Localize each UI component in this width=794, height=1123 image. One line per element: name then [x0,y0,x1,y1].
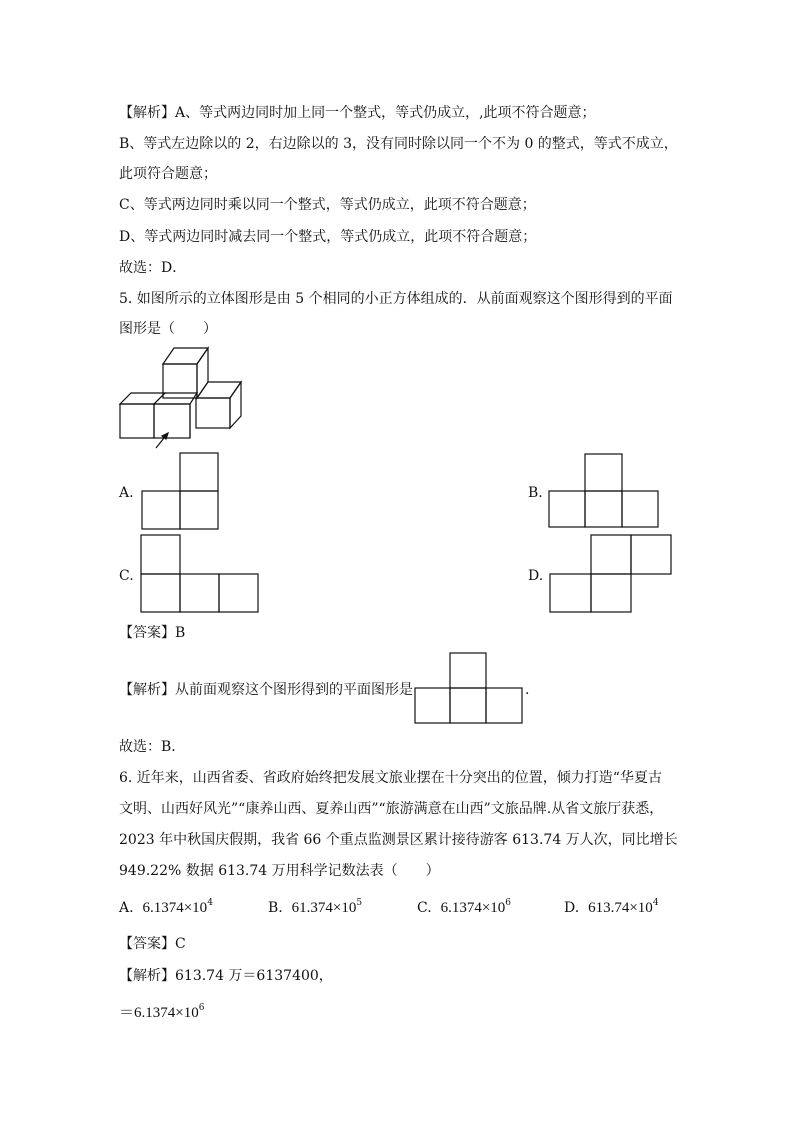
question-stem: 5. 如图所示的立体图形是由 5 个相同的小正方体组成的．从前面观察这个图形得到的平面 [119,291,673,307]
analysis-line: 【解析】613.74 万＝6137400， [119,968,333,984]
answer-line: 【答案】C [119,936,186,952]
option-d-figure [549,534,673,614]
option-letter: A. [119,900,134,916]
option-d [564,898,659,918]
option-value: 613.74×10 [588,900,653,916]
option-label: D. [528,568,544,584]
option-a-figure [140,452,220,530]
option-letter: C. [417,900,432,916]
option-exponent: 6 [505,898,512,908]
analysis-line [119,1003,204,1023]
analysis-exponent: 6 [198,1003,205,1013]
analysis-text: 【解析】从前面观察这个图形得到的平面图形是 [119,682,413,698]
question-stem: 949.22% 数据 613.74 万用科学记数法表（ ） [119,863,440,879]
option-exponent: 5 [356,898,363,908]
analysis-value: ＝6.1374×10 [119,1005,199,1021]
conclusion-line: 故选：D． [119,260,187,276]
option-exponent: 4 [207,898,213,908]
analysis-line: C、等式两边同时乘以同一个整式，等式仍成立，此项不符合题意； [119,197,536,213]
question-stem: 图形是（ ） [119,321,217,337]
option-exponent: 4 [652,898,659,908]
answer-line: 【答案】B [119,625,186,641]
solid-figure [118,345,248,450]
analysis-line [119,680,413,700]
analysis-line: B、等式左边除以的 2，右边除以的 3，没有同时除以同一个不为 0 的整式，等式不成立， [119,136,678,152]
analysis-line: D、等式两边同时减去同一个整式，等式仍成立，此项不符合题意； [119,229,537,245]
option-c-figure [140,534,260,614]
option-c [417,898,511,918]
option-a [119,898,213,918]
option-letter: D. [564,900,580,916]
analysis-figure [414,652,524,724]
question-stem: 2023 年中秋国庆假期，我省 66 个重点监测景区累计接待游客 613.74 万人次，同比增长 [119,832,678,848]
conclusion-line: 故选：B． [119,739,186,755]
option-label: A. [119,485,134,501]
option-letter: B. [268,900,283,916]
question-stem: 6. 近年来，山西省委、省政府始终把发展文旅业摆在十分突出的位置，倾力打造“华夏古 [119,770,662,786]
analysis-period: . [525,682,530,698]
question-stem: 文明、山西好风光”“康养山西、夏养山西”“旅游满意在山西”文旅品牌.从省文旅厅获悉， [119,801,664,817]
option-label: B. [528,485,543,501]
option-value: 61.374×10 [291,900,357,916]
option-value: 6.1374×10 [142,900,208,916]
option-b-figure [548,453,660,528]
option-value: 6.1374×10 [440,900,506,916]
analysis-line: 此项符合题意； [119,166,217,182]
option-b [268,898,362,918]
analysis-line: 【解析】A、等式两边同时加上同一个整式，等式仍成立，,此项不符合题意； [119,105,596,121]
option-label: C. [119,568,134,584]
